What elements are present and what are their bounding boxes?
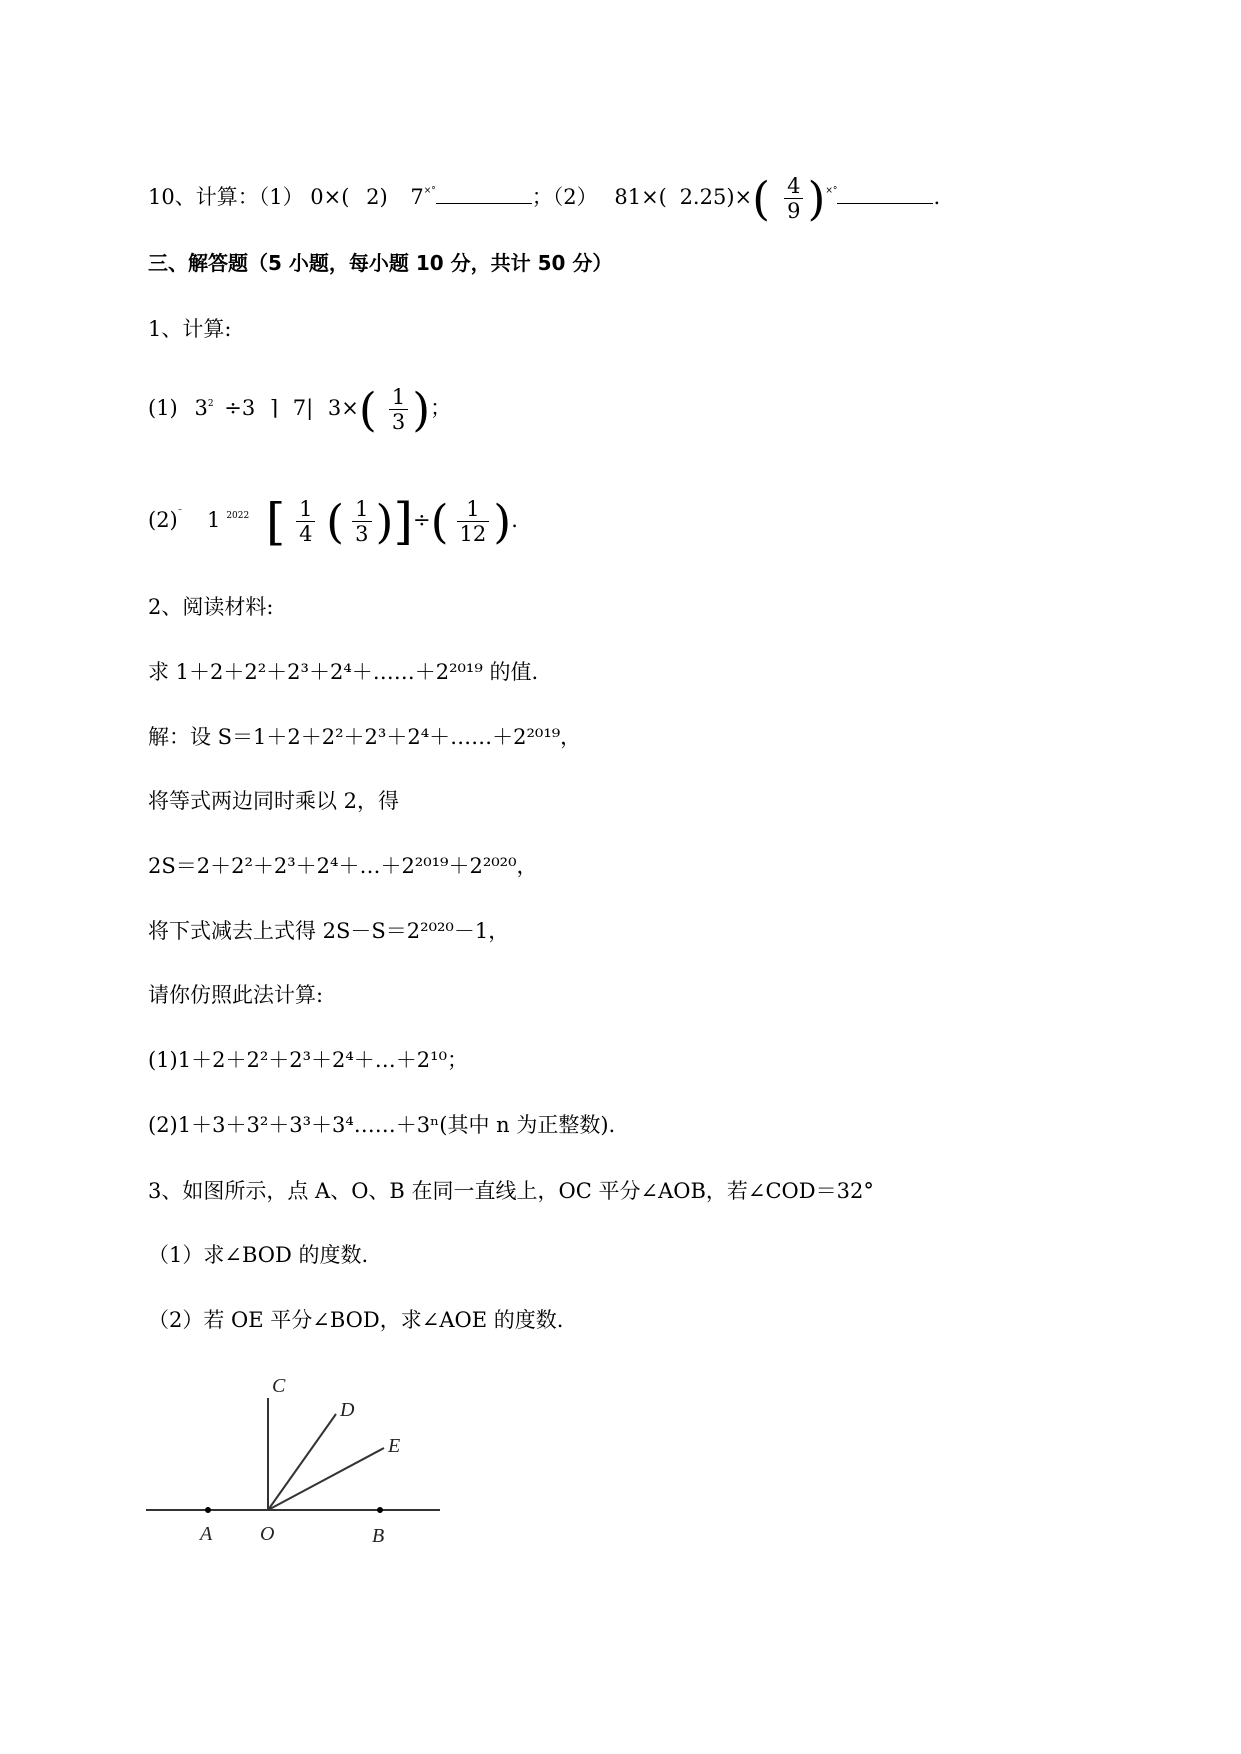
left-bracket: [ [265, 492, 286, 551]
frac-num: 1 [389, 385, 408, 410]
p1-b-label: (2) [148, 508, 178, 532]
answer-blank-2[interactable] [837, 203, 933, 204]
point-A [205, 1507, 211, 1513]
p3-title: 3、如图所示，点 A、O、B 在同一直线上，OC 平分∠AOB，若∠COD＝32° [148, 1179, 874, 1203]
p1-a-mid: ÷3 [224, 396, 256, 420]
frac-num: 1 [352, 497, 371, 522]
label-C: C [272, 1375, 286, 1397]
p1-a-exp: 2 [207, 399, 214, 409]
p1-b-div: ÷ [412, 508, 431, 532]
frac-den: 9 [787, 199, 801, 223]
p1-b-frac2 [352, 497, 371, 546]
frac-num: 4 [784, 174, 803, 199]
p1-a-end: ； [430, 396, 452, 420]
left-paren: ( [358, 382, 377, 437]
frac-den: 3 [391, 410, 406, 434]
p1-b-end: . [511, 508, 518, 532]
p2-line-6: 请你仿照此法计算: [148, 983, 324, 1007]
p2-line-3: 将等式两边同时乘以 2，得 [148, 789, 400, 813]
frac-num: 1 [457, 497, 490, 522]
answer-blank-1[interactable] [436, 203, 532, 204]
label-B: B [372, 1525, 385, 1547]
right-paren: ) [375, 494, 394, 549]
ray-OD [268, 1414, 336, 1510]
q10-mark-2: ×° [825, 186, 838, 196]
p1-a-label: (1) [148, 396, 178, 420]
q10-sep: ；（2） [531, 185, 598, 209]
p1-part-b [148, 486, 518, 551]
frac-num: 1 [296, 497, 315, 522]
q10-end: . [933, 185, 941, 209]
section-heading: 三、解答题（5 小题，每小题 10 分，共计 50 分） [148, 251, 613, 275]
left-paren: ( [430, 494, 449, 549]
p1-a-mid3: 3× [327, 396, 359, 420]
p1-b-base: 1 [206, 508, 221, 532]
p2-line-2: 解：设 S＝1＋2＋2²＋2³＋2⁴＋……＋2²⁰¹⁹， [148, 725, 582, 749]
p3-question-2: （2）若 OE 平分∠BOD，求∠AOE 的度数. [148, 1308, 564, 1332]
p2-line-8: (2)1＋3＋3²＋3³＋3⁴……＋3ⁿ(其中 n 为正整数). [148, 1113, 616, 1137]
right-paren: ) [493, 494, 512, 549]
p2-line-5: 将下式减去上式得 2S－S＝2²⁰²⁰－1， [148, 919, 510, 943]
p1-b-exp: 2022 [226, 511, 250, 521]
q10-expr1-c: 7 [410, 185, 424, 209]
ray-OE [268, 1448, 384, 1510]
p1-b-frac1 [296, 497, 315, 546]
angle-figure [140, 1370, 460, 1560]
p1-a-bracket: ⌉ [269, 396, 279, 420]
p2-title: 2、阅读材料: [148, 595, 274, 619]
q10-lead: 10、计算：（1） [148, 185, 304, 209]
p1-a-bar: | [306, 396, 314, 420]
p2-line-1: 求 1＋2＋2²＋2³＋2⁴＋……＋2²⁰¹⁹ 的值. [148, 660, 539, 684]
p1-b-frac3 [457, 497, 490, 546]
q10-line [148, 168, 941, 226]
label-E: E [388, 1435, 401, 1457]
left-paren: ( [326, 494, 345, 549]
right-paren: ) [412, 382, 431, 437]
p2-line-4: 2S＝2＋2²＋2³＋2⁴＋…＋2²⁰¹⁹＋2²⁰²⁰， [148, 854, 538, 878]
q10-expr2-b: 2.25)× [679, 185, 753, 209]
right-paren: ) [807, 171, 826, 226]
p1-title: 1、计算: [148, 317, 232, 341]
frac-den: 12 [459, 522, 487, 546]
fraction [784, 174, 803, 223]
p3-question-1: （1）求∠BOD 的度数. [148, 1243, 369, 1267]
left-paren: ( [752, 171, 771, 226]
q10-mark-1: ×° [423, 186, 436, 196]
p1-a-mid2: 7 [292, 396, 307, 420]
p1-part-a [148, 380, 451, 436]
q10-expr2: 81×( [614, 185, 667, 209]
frac-den: 4 [299, 522, 313, 546]
label-D: D [340, 1399, 355, 1421]
q10-expr1: 0×( [310, 185, 350, 209]
p1-a-frac [389, 385, 408, 434]
right-bracket: ] [393, 492, 413, 551]
p1-b-tilde: ˜ [177, 509, 183, 519]
label-O: O [260, 1523, 275, 1545]
p2-line-7: (1)1＋2＋2²＋2³＋2⁴＋…＋2¹⁰； [148, 1048, 469, 1072]
label-A: A [200, 1523, 213, 1545]
frac-den: 3 [355, 522, 369, 546]
p1-a-base: 3 [194, 396, 208, 420]
point-B [377, 1507, 383, 1513]
q10-expr1-b: 2) [366, 185, 388, 209]
